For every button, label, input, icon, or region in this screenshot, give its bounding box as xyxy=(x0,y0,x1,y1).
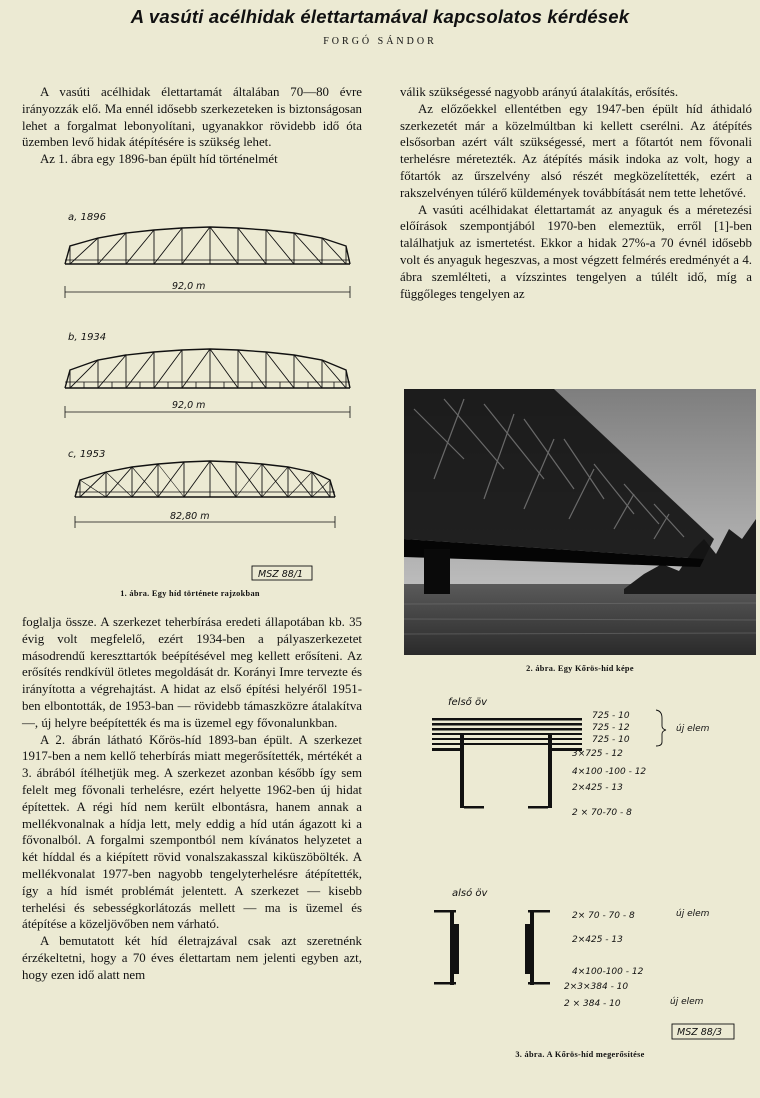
bridge-photo-illustration xyxy=(404,389,756,655)
upper-dim: 2×425 - 13 xyxy=(572,783,623,793)
truss-1953 xyxy=(75,461,335,497)
span-label-1953: 82,80 m xyxy=(170,511,210,522)
lower-dim: 4×100-100 - 12 xyxy=(572,967,644,977)
paragraph: foglalja össze. A szerkezet teherbírása eredeti állapotában kb. 35 évig volt megfelelő, ezért 1934-ben a pályaszerkezetet másodrendű kereszttartók beépítésével meg kellett erősíteni. Az erősítés rendkívül ötletes megoldását dr. Korányi Imre tervezte és irányította a végrehajtást. A hidat az első építési helyéről 1951-ben elbontották, de 1953-ban — rövidebb támaszközre átalakítva —, új helyre beépítették és ma is üzemel egy fővonalunkban. xyxy=(22,615,362,730)
paragraph: válik szükségessé nagyobb arányú átalakítás, erősítés. xyxy=(400,85,679,99)
upper-dim: 725 - 10 xyxy=(592,711,630,721)
upper-chord-section xyxy=(432,718,582,809)
figure-1-label-c: c, 1953 xyxy=(68,449,106,460)
lower-chord-section xyxy=(434,910,550,985)
upper-dim: 3×725 - 12 xyxy=(572,749,623,759)
figure-1-label-a: a, 1896 xyxy=(68,212,106,223)
author-name: FORGÓ SÁNDOR xyxy=(323,36,437,47)
new-element-label: új elem xyxy=(670,997,704,1007)
left-column-bottom xyxy=(22,614,362,984)
paragraph: Az előzőekkel ellentétben egy 1947-ben épült híd áthidaló szerkezetét már a közelmúltban ki kellett cserélni. Az átépítés elsősorban azért vált szükségessé, mert a főtartót nem fővonali terhelésre méretezték. Az átépítés másik indoka az volt, hogy a főtartók az űrszelvény alsó részét megközelítették, ezért a rakszelvényen túlérő küldemények továbbítását nem tette lehetővé. xyxy=(400,101,752,200)
lower-dim: 2× 70 - 70 - 8 xyxy=(572,911,635,921)
paragraph: Az 1. ábra egy 1896-ban épült híd történelmét xyxy=(40,152,278,167)
paragraph: A 2. ábrán látható Kőrös-híd 1893-ban épült. A szerkezet 1917-ben a nem kellő teherbírás miatt megerősítették, mértékét a 3. ábrából ítélhetjük meg. A szerkezet azonban később így sem felelt meg fővonali terhelésre, ezért helyette 1962-ben új hidat építettek. A régi híd nem került elbontásra, hanem annak a mellékvonalnak a hídja lett, mely eddig a híd után ágazott ki a fővonalból. A forgalmi szempontból nem kívánatos helyzetet a két híddal és a kiépített rövid vonalszakasszal kiküszöbölték. A mellékvonalat 1977-ben nagyobb tengelyterhelésre átépítették, így a híd ismét problémát jelentett. A szerkezet — kisebb terhelési és sebességkorlátozás mellett — ma is üzemel és átépítése a közeljövőben nem várható. xyxy=(22,732,362,932)
upper-chord-label: felső öv xyxy=(448,697,487,708)
new-element-label: új elem xyxy=(676,909,710,919)
upper-dim: 725 - 10 xyxy=(592,735,630,745)
lower-chord-label: alsó öv xyxy=(452,888,488,899)
paragraph: A vasúti acélhidak élettartamát általában 70—80 évre irányozzák elő. Ma ennél idősebb szerkezeteken is biztonságosan lehet a forgalmat lebonyolítani, ugyanakkor rövidebb idő óta üzemben levő hidak átépítésére is szükség lehet. xyxy=(22,85,362,150)
truss-1896 xyxy=(65,227,350,264)
lower-dim: 2×3×384 - 10 xyxy=(564,982,629,992)
lower-dim: 2 × 384 - 10 xyxy=(564,999,621,1009)
upper-dim: 725 - 12 xyxy=(592,723,630,733)
truss-1934 xyxy=(65,349,350,388)
upper-dim: 2 × 70-70 - 8 xyxy=(572,808,632,818)
figure-3-chord-sections xyxy=(420,688,756,1043)
figure-2-caption: 2. ábra. Egy Kőrös-híd képe xyxy=(526,664,634,673)
figure-1-label-b: b, 1934 xyxy=(68,332,107,343)
left-column-top xyxy=(22,84,362,168)
figure-1-truss-drawings xyxy=(50,200,370,585)
upper-dim: 4×100 -100 - 12 xyxy=(572,767,647,777)
figure-1-stamp: MSZ 88/1 xyxy=(258,569,304,580)
figure-1-caption: 1. ábra. Egy híd története rajzokban xyxy=(120,589,260,598)
paragraph: A vasúti acélhidakat élettartamát az anyaguk és a méretezési előírások szempontjából 1970-ben elemeztük, erről [1]-ben találhatjuk az ismertetést. Ekkor a hidak 27%-a 70 évnél idősebb volt és anyaguk hegeszvas, a most végzett felmérés eredményét a 4. ábra szemlélteti, a vízszintes tengelyen a túlélt idő, míg a függőleges tengelyen az xyxy=(400,202,752,301)
lower-dim: 2×425 - 13 xyxy=(572,935,623,945)
span-label-1896: 92,0 m xyxy=(172,281,206,292)
right-column xyxy=(400,84,752,302)
figure-2-bridge-photo xyxy=(404,389,756,655)
paragraph: A bemutatott két híd életrajzával csak azt szeretnénk érzékeltetni, hogy a 70 éves élettartam nem jelenti egyben azt, hogy ezen idő alatt nem xyxy=(22,934,362,982)
figure-3-stamp: MSZ 88/3 xyxy=(677,1027,723,1038)
new-element-label: új elem xyxy=(676,724,710,734)
page-title: A vasúti acélhidak élettartamával kapcsolatos kérdések xyxy=(130,6,630,27)
figure-3-caption: 3. ábra. A Kőrös-híd megerősítése xyxy=(515,1050,645,1059)
span-label-1934: 92,0 m xyxy=(172,400,206,411)
